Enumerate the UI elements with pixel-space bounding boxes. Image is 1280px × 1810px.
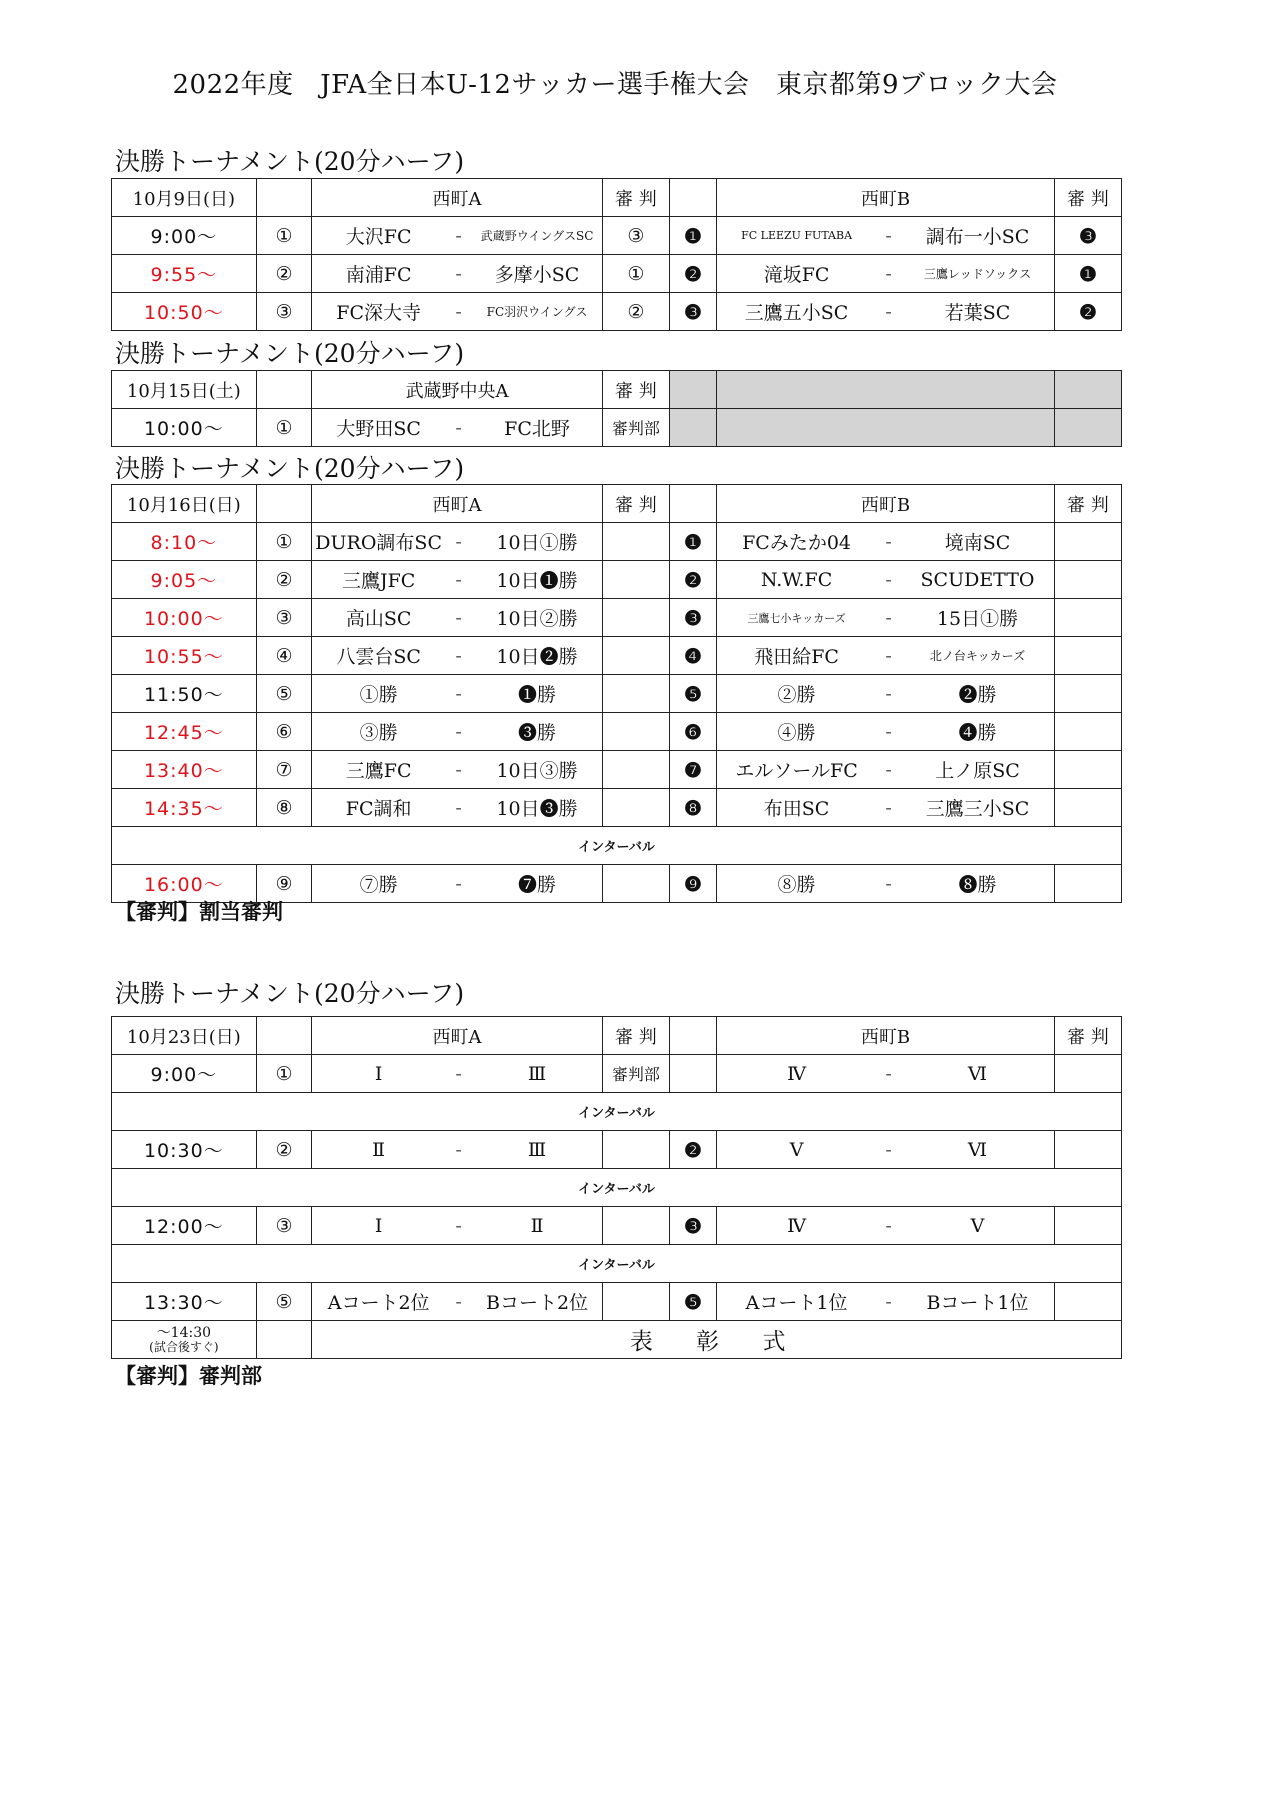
referee [1054, 1131, 1121, 1169]
team-right: 三鷹レッドソックス [901, 255, 1054, 293]
match-number: ⑨ [256, 865, 312, 903]
match-time: 10:00～ [112, 409, 257, 447]
referee [1054, 713, 1121, 751]
match-number: ⑥ [256, 713, 312, 751]
team-right: 10日❷勝 [472, 637, 602, 675]
versus-dash: - [445, 1055, 472, 1093]
referee [602, 675, 669, 713]
team-right: ❹勝 [901, 713, 1054, 751]
referee [1054, 1283, 1121, 1321]
referee [1054, 1055, 1121, 1093]
team-right: 10日③勝 [472, 751, 602, 789]
team-right: 三鷹三小SC [901, 789, 1054, 827]
match-number: ❼ [669, 751, 716, 789]
team-right: FC羽沢ウイングス [472, 293, 602, 331]
referee [1054, 1207, 1121, 1245]
table-row [112, 1207, 1122, 1245]
match-time: 10:55～ [112, 637, 257, 675]
team-left: 三鷹FC [312, 751, 445, 789]
team-right: 10日❶勝 [472, 561, 602, 599]
match-number: ② [256, 561, 312, 599]
match-number: ❷ [669, 255, 716, 293]
match-number: ❻ [669, 713, 716, 751]
team-right: ❶勝 [472, 675, 602, 713]
team-right: ❽勝 [901, 865, 1054, 903]
referee: ① [602, 255, 669, 293]
team-right: 10日❸勝 [472, 789, 602, 827]
referee [1054, 789, 1121, 827]
versus-dash: - [445, 637, 472, 675]
team-right: 上ノ原SC [901, 751, 1054, 789]
match-time: 8:10～ [112, 523, 257, 561]
table-row [112, 409, 1122, 447]
match-number: ❶ [669, 217, 716, 255]
team-left: 南浦FC [312, 255, 445, 293]
match-number: ⑤ [256, 675, 312, 713]
team-left: ①勝 [312, 675, 445, 713]
match-number: ❶ [669, 523, 716, 561]
table-row [112, 789, 1122, 827]
interval-row [112, 1245, 1122, 1283]
table-row [112, 523, 1122, 561]
team-right: Bコート2位 [472, 1283, 602, 1321]
match-number: ③ [256, 293, 312, 331]
team-left: 三鷹JFC [312, 561, 445, 599]
team-left: 三鷹七小キッカーズ [717, 599, 876, 637]
team-left: N.W.FC [717, 561, 876, 599]
match-number: ❺ [669, 675, 716, 713]
versus-dash: - [445, 561, 472, 599]
table-row [112, 637, 1122, 675]
team-right: FC北野 [472, 409, 602, 447]
match-time: 10:50～ [112, 293, 257, 331]
match-number: ❷ [669, 1131, 716, 1169]
team-left: エルソールFC [717, 751, 876, 789]
table-row [112, 751, 1122, 789]
team-left: Ⅱ [312, 1131, 445, 1169]
table-row [112, 1283, 1122, 1321]
table-row [112, 1055, 1122, 1093]
table-row [112, 217, 1122, 255]
match-number: ❸ [669, 293, 716, 331]
section-title-oct23: 決勝トーナメント(20分ハーフ) [115, 979, 465, 1008]
match-time: 9:00～ [112, 217, 257, 255]
court-header: 西町B [717, 485, 1055, 523]
versus-dash: - [876, 713, 901, 751]
team-right: 10日①勝 [472, 523, 602, 561]
team-left: Ⅰ [312, 1055, 445, 1093]
team-left: ⑧勝 [717, 865, 876, 903]
court-header: 西町A [312, 1017, 603, 1055]
ref-header: 審 判 [1054, 179, 1121, 217]
table-row [112, 675, 1122, 713]
referee [602, 751, 669, 789]
match-number: ③ [256, 1207, 312, 1245]
match-time: 9:05～ [112, 561, 257, 599]
ref-header: 審 判 [1054, 485, 1121, 523]
interval-label: インターバル [112, 1245, 1122, 1283]
versus-dash: - [445, 409, 472, 447]
team-right: 調布一小SC [901, 217, 1054, 255]
date-cell: 10月9日(日) [112, 179, 257, 217]
match-time: 11:50～ [112, 675, 257, 713]
referee [1054, 675, 1121, 713]
versus-dash: - [876, 293, 901, 331]
match-time: 10:00～ [112, 599, 257, 637]
referee [1054, 523, 1121, 561]
versus-dash: - [445, 1283, 472, 1321]
table-row [112, 1131, 1122, 1169]
referee [1054, 865, 1121, 903]
team-right: 若葉SC [901, 293, 1054, 331]
schedule-table-oct16 [111, 484, 1122, 903]
match-number: ② [256, 255, 312, 293]
page-title: 2022年度 JFA全日本U-12サッカー選手権大会 東京都第9ブロック大会 [172, 70, 1058, 100]
team-left: FCみたか04 [717, 523, 876, 561]
schedule-table-oct9 [111, 178, 1122, 331]
match-time: 13:30～ [112, 1283, 257, 1321]
team-right: Ⅵ [901, 1055, 1054, 1093]
referee [1054, 599, 1121, 637]
versus-dash: - [445, 1131, 472, 1169]
table-row [112, 599, 1122, 637]
team-left: Ⅴ [717, 1131, 876, 1169]
versus-dash: - [876, 217, 901, 255]
table-header [112, 1017, 1122, 1055]
match-time: 9:00～ [112, 1055, 257, 1093]
match-number: ④ [256, 637, 312, 675]
team-left: 高山SC [312, 599, 445, 637]
versus-dash: - [445, 217, 472, 255]
court-header: 武蔵野中央A [312, 371, 603, 409]
team-right: Ⅱ [472, 1207, 602, 1245]
section-title-oct16: 決勝トーナメント(20分ハーフ) [115, 454, 465, 483]
referee-note: 【審判】審判部 [115, 1363, 262, 1388]
interval-row [112, 1093, 1122, 1131]
referee [602, 599, 669, 637]
versus-dash: - [876, 561, 901, 599]
match-number: ① [256, 217, 312, 255]
referee [602, 1207, 669, 1245]
ref-header: 審 判 [1054, 1017, 1121, 1055]
referee [602, 561, 669, 599]
referee: 審判部 [602, 1055, 669, 1093]
team-left: Aコート2位 [312, 1283, 445, 1321]
ceremony-time: ～14:30 (試合後すぐ) [112, 1321, 257, 1359]
team-left: Ⅰ [312, 1207, 445, 1245]
ceremony-label: 表 彰 式 [312, 1321, 1122, 1359]
match-time: 9:55～ [112, 255, 257, 293]
team-right: 15日①勝 [901, 599, 1054, 637]
table-row [112, 255, 1122, 293]
referee [602, 523, 669, 561]
referee-note: 【審判】割当審判 [115, 899, 283, 924]
match-number: ③ [256, 599, 312, 637]
interval-row: インターバル [112, 827, 1122, 865]
referee: ② [602, 293, 669, 331]
court-header: 西町B [717, 1017, 1055, 1055]
match-number: ② [256, 1131, 312, 1169]
team-right: SCUDETTO [901, 561, 1054, 599]
versus-dash: - [445, 255, 472, 293]
team-right: 武蔵野ウイングスSC [472, 217, 602, 255]
team-left: Ⅳ [717, 1207, 876, 1245]
referee: 審判部 [602, 409, 669, 447]
versus-dash: - [876, 637, 901, 675]
team-right: Ⅲ [472, 1131, 602, 1169]
table-row [112, 561, 1122, 599]
table-row [112, 713, 1122, 751]
versus-dash: - [445, 675, 472, 713]
team-left: DURO調布SC [312, 523, 445, 561]
date-cell: 10月15日(土) [112, 371, 257, 409]
team-left: FC深大寺 [312, 293, 445, 331]
team-right: ❸勝 [472, 713, 602, 751]
court-header: 西町A [312, 179, 603, 217]
section-title-oct15: 決勝トーナメント(20分ハーフ) [115, 339, 465, 368]
interval-label: インターバル [112, 1093, 1122, 1131]
table-header [112, 179, 1122, 217]
versus-dash: - [876, 1131, 901, 1169]
versus-dash: - [876, 1055, 901, 1093]
referee [602, 789, 669, 827]
match-number [669, 1055, 716, 1093]
table-header [112, 371, 1122, 409]
match-number: ❸ [669, 1207, 716, 1245]
ceremony-row [112, 1321, 1122, 1359]
schedule-table-oct15 [111, 370, 1122, 447]
ref-header: 審 判 [602, 371, 669, 409]
team-left: 大野田SC [312, 409, 445, 447]
versus-dash: - [876, 599, 901, 637]
versus-dash: - [445, 599, 472, 637]
versus-dash: - [445, 751, 472, 789]
match-number: ❸ [669, 599, 716, 637]
match-time: 12:00～ [112, 1207, 257, 1245]
match-time: 13:40～ [112, 751, 257, 789]
team-right: Bコート1位 [901, 1283, 1054, 1321]
referee: ③ [602, 217, 669, 255]
team-left: FC LEEZU FUTABA [717, 217, 876, 255]
team-left: ⑦勝 [312, 865, 445, 903]
ref-header: 審 判 [602, 485, 669, 523]
team-left: ④勝 [717, 713, 876, 751]
team-left: ③勝 [312, 713, 445, 751]
team-left: 滝坂FC [717, 255, 876, 293]
referee [1054, 561, 1121, 599]
referee: ❸ [1054, 217, 1121, 255]
referee [602, 865, 669, 903]
ref-header: 審 判 [602, 1017, 669, 1055]
referee: ❶ [1054, 255, 1121, 293]
court-header: 西町A [312, 485, 603, 523]
team-right: Ⅲ [472, 1055, 602, 1093]
team-left: 飛田給FC [717, 637, 876, 675]
match-number: ① [256, 1055, 312, 1093]
table-header [112, 485, 1122, 523]
match-time: 10:30～ [112, 1131, 257, 1169]
versus-dash: - [876, 675, 901, 713]
match-number: ⑤ [256, 1283, 312, 1321]
team-left: Aコート1位 [717, 1283, 876, 1321]
match-number: ❹ [669, 637, 716, 675]
team-left: 大沢FC [312, 217, 445, 255]
referee [602, 713, 669, 751]
versus-dash: - [445, 713, 472, 751]
date-cell: 10月16日(日) [112, 485, 257, 523]
referee [1054, 637, 1121, 675]
versus-dash: - [445, 523, 472, 561]
match-number: ① [256, 409, 312, 447]
team-right: ❼勝 [472, 865, 602, 903]
ref-header: 審 判 [602, 179, 669, 217]
versus-dash: - [876, 789, 901, 827]
team-left: 三鷹五小SC [717, 293, 876, 331]
team-right: 北ノ台キッカーズ [901, 637, 1054, 675]
team-right: 境南SC [901, 523, 1054, 561]
versus-dash: - [445, 293, 472, 331]
versus-dash: - [445, 865, 472, 903]
versus-dash: - [876, 1283, 901, 1321]
team-left: Ⅳ [717, 1055, 876, 1093]
team-right: Ⅵ [901, 1131, 1054, 1169]
section-title-oct9: 決勝トーナメント(20分ハーフ) [115, 147, 465, 176]
team-right: Ⅴ [901, 1207, 1054, 1245]
versus-dash: - [876, 751, 901, 789]
match-number: ⑦ [256, 751, 312, 789]
referee: ❷ [1054, 293, 1121, 331]
table-row [112, 293, 1122, 331]
match-number: ❾ [669, 865, 716, 903]
versus-dash: - [876, 865, 901, 903]
match-number: ❺ [669, 1283, 716, 1321]
team-right: 10日②勝 [472, 599, 602, 637]
referee [602, 1283, 669, 1321]
versus-dash: - [445, 1207, 472, 1245]
referee [1054, 751, 1121, 789]
interval-row [112, 1169, 1122, 1207]
match-number: ① [256, 523, 312, 561]
team-left: 布田SC [717, 789, 876, 827]
match-number: ❷ [669, 561, 716, 599]
team-left: FC調和 [312, 789, 445, 827]
schedule-table-oct23 [111, 1016, 1122, 1359]
match-number: ❽ [669, 789, 716, 827]
match-time: 14:35～ [112, 789, 257, 827]
match-time: 12:45～ [112, 713, 257, 751]
versus-dash: - [445, 789, 472, 827]
versus-dash: - [876, 523, 901, 561]
team-left: ②勝 [717, 675, 876, 713]
versus-dash: - [876, 1207, 901, 1245]
date-cell: 10月23日(日) [112, 1017, 257, 1055]
court-header: 西町B [717, 179, 1055, 217]
referee [602, 637, 669, 675]
match-time: 16:00～ [112, 865, 257, 903]
match-number: ⑧ [256, 789, 312, 827]
referee [602, 1131, 669, 1169]
team-left: 八雲台SC [312, 637, 445, 675]
team-right: ❷勝 [901, 675, 1054, 713]
interval-label: インターバル [112, 1169, 1122, 1207]
team-right: 多摩小SC [472, 255, 602, 293]
versus-dash: - [876, 255, 901, 293]
